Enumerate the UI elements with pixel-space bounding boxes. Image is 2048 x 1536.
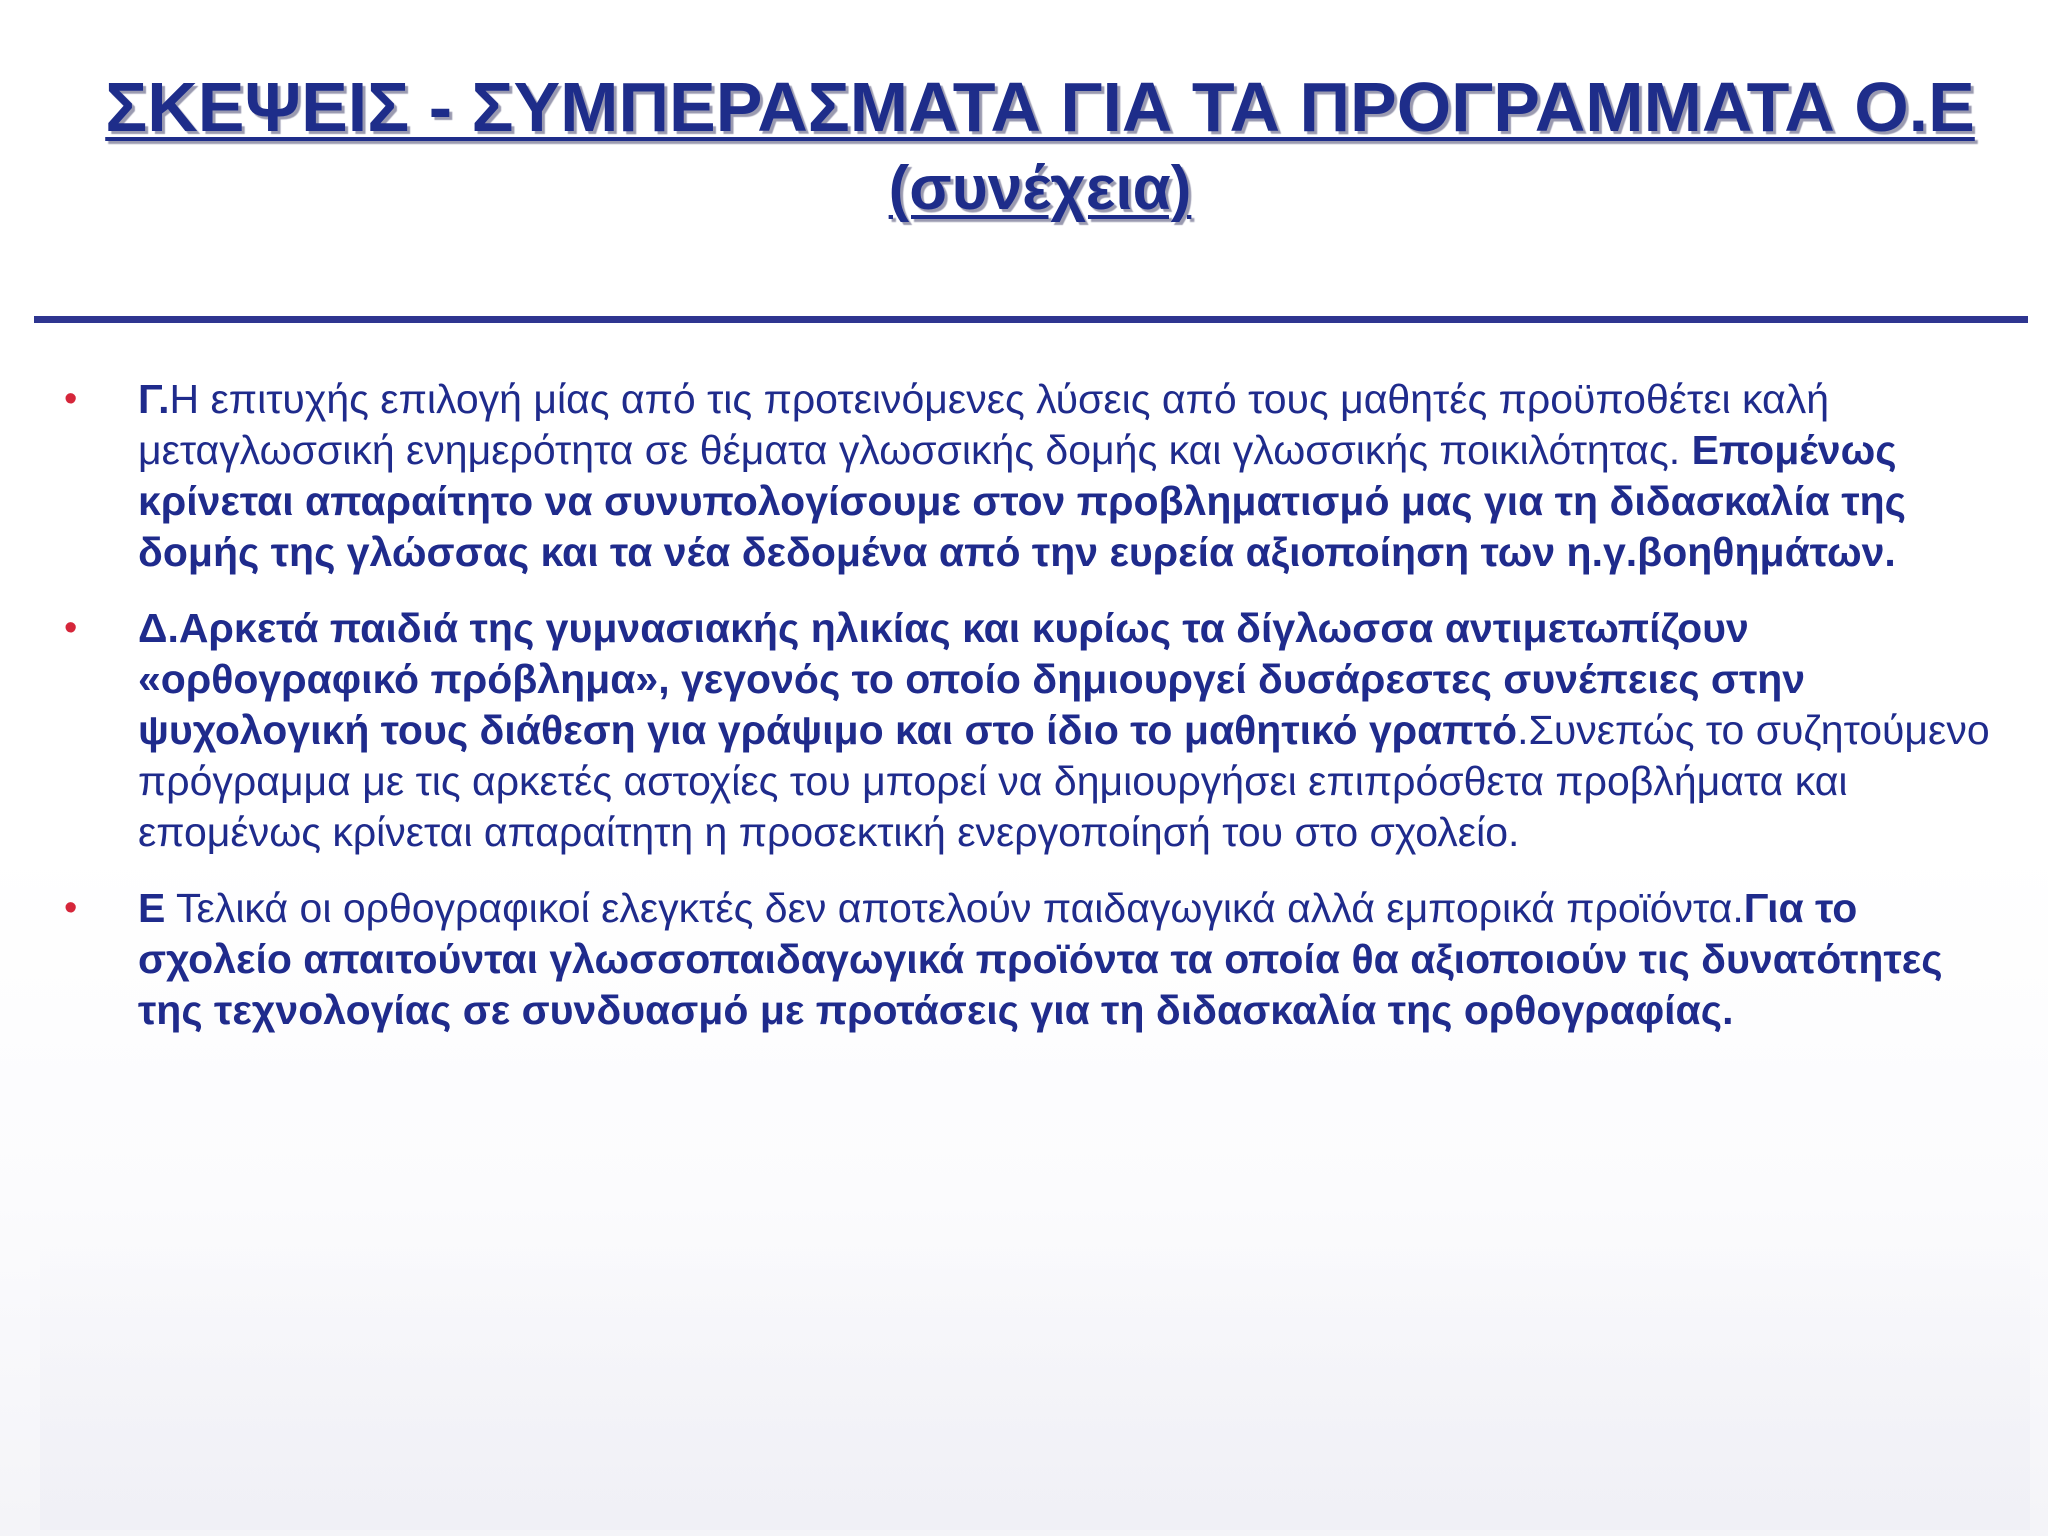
bullet-text-bold: Για το σχολείο απαιτούνται γλωσσοπαιδαγωγικά προϊόντα τα οποία θα αξιοποιούν τις δυνατότητες της τεχνολογίας σε συνδυασμό με προτάσεις για τη διδασκαλία της ορθογραφίας. <box>138 885 1943 1033</box>
bullet-item-d <box>56 603 2016 858</box>
bullet-list <box>56 374 2016 1061</box>
bullet-text-bold: Αρκετά παιδιά της γυμνασιακής ηλικίας και κυρίως τα δίγλωσσα αντιμετωπίζουν «ορθογραφικό πρόβλημα», γεγονός το οποίο δημιουργεί δυσάρεστες συνέπειες στην ψυχολογική τους διάθεση για γράψιμο και στο ίδιο το μαθητικό γραπτό <box>138 605 1806 753</box>
bullet-item-e <box>56 883 2016 1036</box>
bullet-dot-icon: • <box>64 887 78 929</box>
title-divider <box>34 316 2028 323</box>
bullet-text-bold: Επομένως κρίνεται απαραίτητο να συνυπολογίσουμε στον προβληματισμό μας για τη διδασκαλία της δομής της γλώσσας και τα νέα δεδομένα από την ευρεία αξιοποίηση των η.γ.βοηθημάτων. <box>138 427 1906 575</box>
slide-title <box>60 66 2020 230</box>
bullet-text-regular: Η επιτυχής επιλογή μίας από τις προτεινόμενες λύσεις από τους μαθητές προϋποθέτει καλή μεταγλωσσική ενημερότητα σε θέματα γλωσσικής δομής και γλωσσικής ποικιλότητας. <box>138 376 1830 473</box>
slide-background-panel <box>40 1230 2030 1530</box>
bullet-dot-icon: • <box>64 607 78 649</box>
bullet-lead: Γ. <box>138 376 170 422</box>
bullet-text-regular: Τελικά οι ορθογραφικοί ελεγκτές δεν αποτελούν παιδαγωγικά αλλά εμπορικά προϊόντα. <box>165 885 1744 931</box>
bullet-lead: Δ. <box>138 605 179 651</box>
bullet-lead: Ε <box>138 885 166 931</box>
bullet-dot-icon: • <box>64 378 78 420</box>
title-line-main: ΣΚΕΨΕΙΣ - ΣΥΜΠΕΡΑΣΜΑΤΑ ΓΙΑ ΤΑ ΠΡΟΓΡΑΜΜΑΤΑ Ο.Ε <box>105 68 1975 146</box>
title-line-sub: (συνέχεια) <box>888 154 1192 223</box>
bullet-text-regular: .Συνεπώς το συζητούμενο πρόγραμμα με τις αρκετές αστοχίες του μπορεί να δημιουργήσει επιπρόσθετα προβλήματα και επομένως κρίνεται απαραίτητη η προσεκτική ενεργοποίησή του στο σχολείο. <box>138 707 1990 855</box>
bullet-item-g <box>56 374 2016 578</box>
